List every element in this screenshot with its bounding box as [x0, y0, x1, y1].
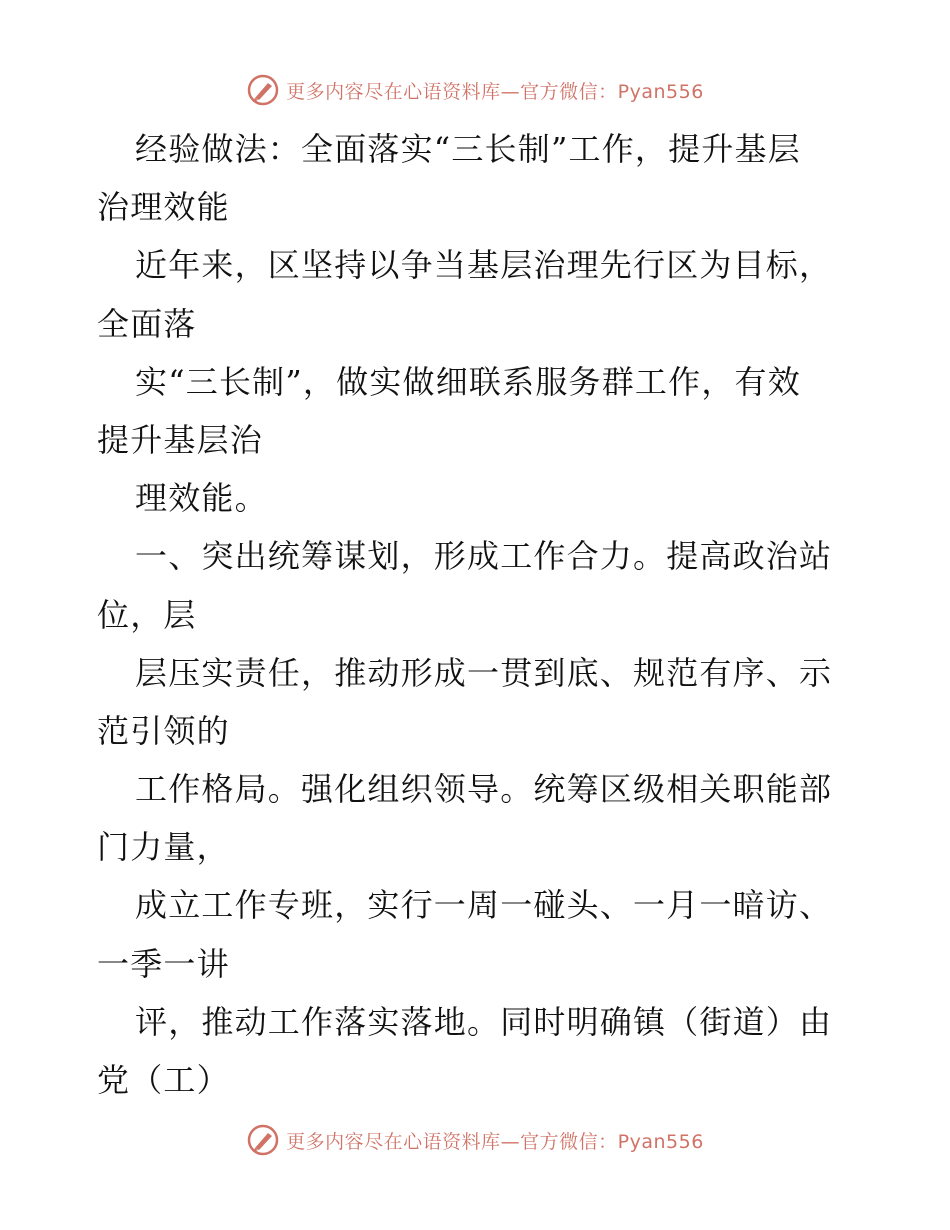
text-line: 近年来，区坚持以争当基层治理先行区为目标，	[135, 246, 833, 285]
pen-seal-icon	[246, 1123, 280, 1157]
text-line: 位，层	[97, 595, 197, 634]
watermark-text: 更多内容尽在心语资料库—官方微信：Pyan556	[286, 80, 704, 103]
text-line: 评，推动工作落实落地。同时明确镇（街道）由	[135, 1002, 833, 1041]
text-line: 成立工作专班，实行一周一碰头、一月一暗访、	[135, 886, 833, 925]
watermark-bottom	[0, 1120, 950, 1160]
text-line: 层压实责任，推动形成一贯到底、规范有序、示	[135, 653, 833, 692]
text-line: 实“三长制”，做实做细联系服务群工作，有效	[135, 362, 801, 401]
text-line: 党（工）	[97, 1061, 230, 1099]
text-line: 门力量，	[97, 828, 230, 867]
text-line: 一、突出统筹谋划，形成工作合力。提高政治站	[135, 537, 833, 576]
document-body	[97, 120, 857, 1109]
text-line: 一季一讲	[97, 944, 230, 983]
text-line: 经验做法：全面落实“三长制”工作，提升基层	[135, 130, 801, 168]
text-line: 范引领的	[97, 711, 230, 750]
text-line: 理效能。	[135, 479, 268, 518]
pen-seal-icon	[246, 73, 280, 107]
text-line: 全面落	[97, 304, 197, 343]
watermark-top	[0, 70, 950, 110]
text-line: 工作格局。强化组织领导。统筹区级相关职能部	[135, 770, 833, 809]
watermark-text: 更多内容尽在心语资料库—官方微信：Pyan556	[286, 1130, 704, 1153]
text-line: 提升基层治	[97, 420, 264, 459]
text-line: 治理效能	[97, 188, 230, 227]
